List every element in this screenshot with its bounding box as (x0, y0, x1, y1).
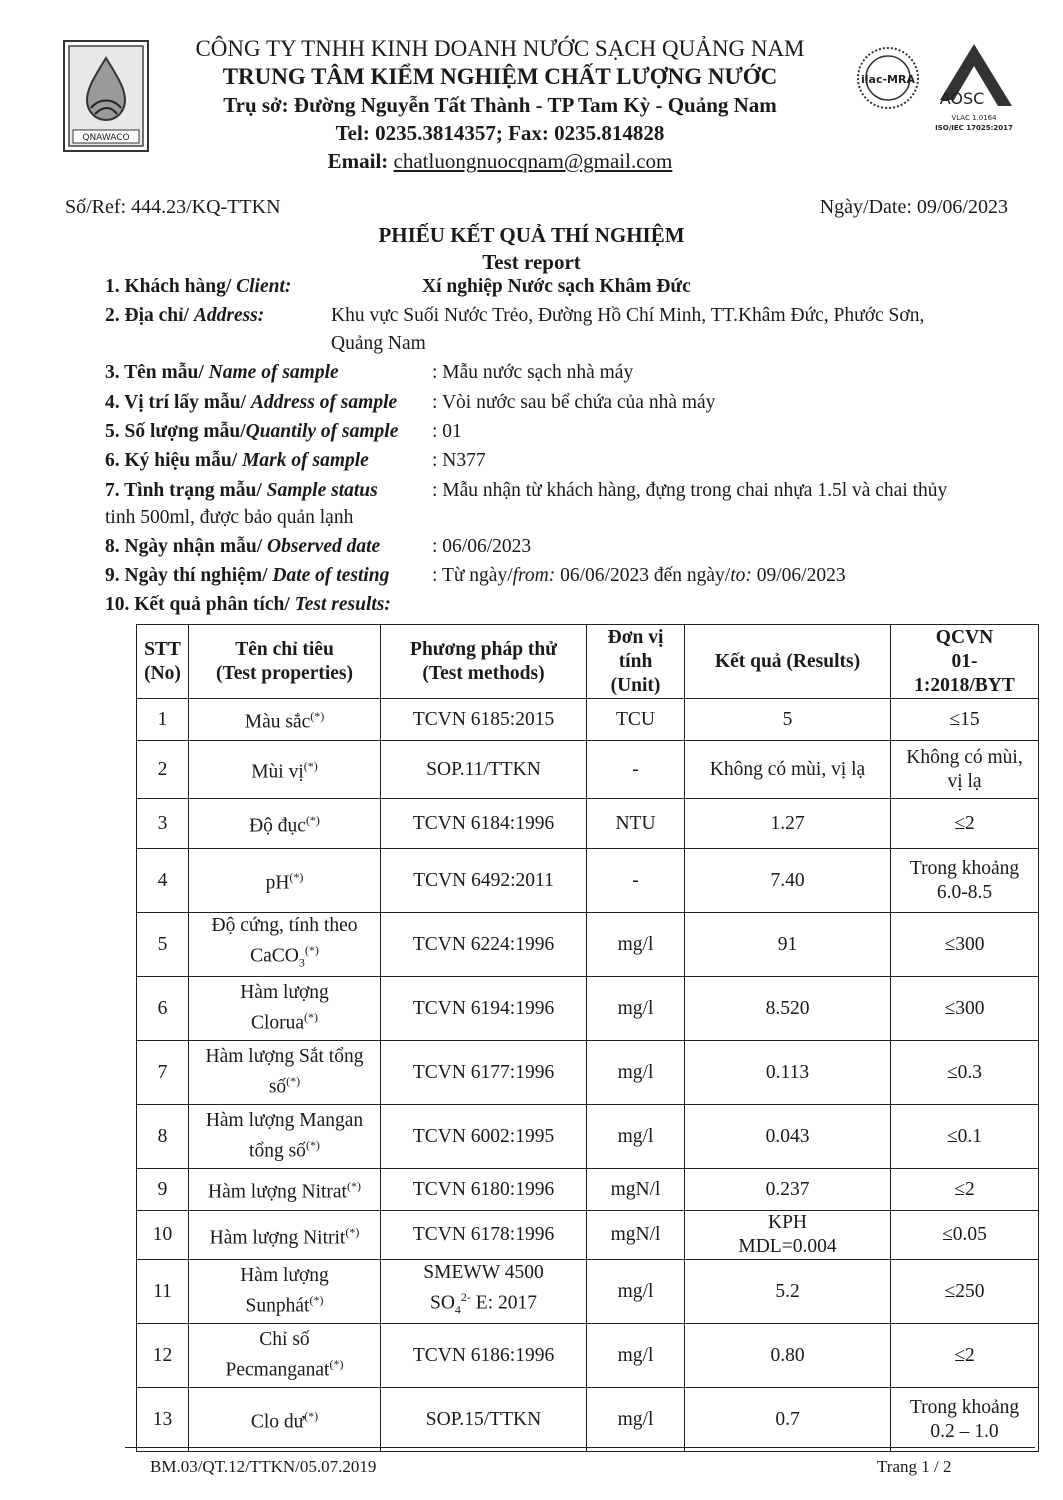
cell-standard: ≤0.3 (891, 1041, 1039, 1105)
address-line1: Khu vực Suối Nước Trẻo, Đường Hồ Chí Minh, TT.Khâm Đức, Phước Sơn, (331, 305, 925, 326)
observed-label: 8. Ngày nhận mẫu/ (105, 536, 267, 557)
cell-no: 8 (137, 1105, 189, 1169)
cell-unit: - (587, 849, 685, 913)
results-label-en: Test results: (294, 594, 391, 615)
status-line2: tinh 500ml, được bảo quản lạnh (105, 507, 354, 528)
aosc-accreditation (932, 40, 1017, 135)
mark-value: : N377 (432, 450, 486, 471)
table-row (137, 977, 1039, 1041)
cell-unit: mg/l (587, 1388, 685, 1452)
cell-method: TCVN 6178:1996 (381, 1211, 587, 1260)
cell-result: 5.2 (685, 1260, 891, 1324)
table-row (137, 741, 1039, 799)
cell-standard: Không có mùi, vị lạ (891, 741, 1039, 799)
mark-label: 6. Ký hiệu mẫu/ (105, 450, 243, 471)
cell-unit: mg/l (587, 1041, 685, 1105)
cell-unit: - (587, 741, 685, 799)
cell-no: 11 (137, 1260, 189, 1324)
cell-unit: TCU (587, 699, 685, 741)
cell-result: 0.80 (685, 1324, 891, 1388)
quantity-value: : 01 (432, 421, 462, 442)
company-logo (63, 40, 149, 152)
cell-result: 0.237 (685, 1169, 891, 1211)
status-label-en: Sample status (266, 480, 378, 501)
testing-value: : Từ ngày/from: 06/06/2023 đến ngày/to: 09/06/2023 (432, 565, 846, 586)
observed-label-en: Observed date (267, 536, 381, 557)
aosc-iso: ISO/IEC 17025:2017 (935, 124, 1013, 132)
cell-method: TCVN 6194:1996 (381, 977, 587, 1041)
form-code: BM.03/QT.12/TTKN/05.07.2019 (150, 1457, 377, 1476)
address-line2: Quảng Nam (331, 333, 426, 354)
table-row (137, 1324, 1039, 1388)
col-results: Kết quả (Results) (685, 625, 891, 699)
cell-method: TCVN 6224:1996 (381, 913, 587, 977)
observed-value: : 06/06/2023 (432, 536, 532, 557)
cell-property: pH(*) (189, 849, 381, 913)
cell-no: 13 (137, 1388, 189, 1452)
cell-property: Clo dư(*) (189, 1388, 381, 1452)
sample-label: 3. Tên mẫu/ (105, 362, 209, 383)
info-quantity (105, 421, 462, 443)
email-label: Email: (327, 149, 394, 173)
col-methods: Phương pháp thử (Test methods) (381, 625, 587, 699)
table-row (137, 1388, 1039, 1452)
cell-method: TCVN 6177:1996 (381, 1041, 587, 1105)
aosc-code: VLAC 1.0164 (951, 114, 997, 122)
cell-no: 9 (137, 1169, 189, 1211)
col-standard: QCVN 01- 1:2018/BYT (891, 625, 1039, 699)
cell-no: 2 (137, 741, 189, 799)
company-name: CÔNG TY TNHH KINH DOANH NƯỚC SẠCH QUẢNG NAM (195, 36, 805, 61)
client-label: 1. Khách hàng/ (105, 276, 237, 297)
cell-property: Hàm lượng Nitrat(*) (189, 1169, 381, 1211)
cell-result: 0.043 (685, 1105, 891, 1169)
cell-standard: ≤2 (891, 799, 1039, 849)
cell-unit: mg/l (587, 1260, 685, 1324)
cell-property: Màu sắc(*) (189, 699, 381, 741)
cell-unit: mgN/l (587, 1169, 685, 1211)
info-sample (105, 362, 634, 384)
table-row (137, 913, 1039, 977)
logo-text: QNAWACO (82, 133, 130, 143)
cell-property: Hàm lượng Sắt tổng số(*) (189, 1041, 381, 1105)
cell-property: Hàm lượng Sunphát(*) (189, 1260, 381, 1324)
col-unit: Đơn vị tính (Unit) (587, 625, 685, 699)
status-label: 7. Tình trạng mẫu/ (105, 480, 267, 501)
cell-standard: ≤2 (891, 1324, 1039, 1388)
cell-standard: ≤15 (891, 699, 1039, 741)
cell-standard: ≤0.05 (891, 1211, 1039, 1260)
info-mark (105, 450, 486, 472)
cell-result: Không có mùi, vị lạ (685, 741, 891, 799)
info-address (105, 305, 925, 327)
client-label-en: Client: (236, 276, 292, 297)
info-testing (105, 565, 846, 587)
cell-method: TCVN 6185:2015 (381, 699, 587, 741)
info-client (105, 276, 691, 298)
cell-standard: ≤300 (891, 913, 1039, 977)
cell-result: 0.7 (685, 1388, 891, 1452)
table-row (137, 1260, 1039, 1324)
cell-result: 0.113 (685, 1041, 891, 1105)
results-label: 10. Kết quả phân tích/ (105, 594, 295, 615)
cell-standard: ≤250 (891, 1260, 1039, 1324)
cell-standard: Trong khoảng 6.0-8.5 (891, 849, 1039, 913)
table-row (137, 799, 1039, 849)
cell-no: 6 (137, 977, 189, 1041)
col-properties: Tên chỉ tiêu (Test properties) (189, 625, 381, 699)
table-row (137, 699, 1039, 741)
info-status (105, 480, 948, 502)
report-date: Ngày/Date: 09/06/2023 (819, 196, 1008, 218)
cell-no: 12 (137, 1324, 189, 1388)
status-line1: : Mẫu nhận từ khách hàng, đựng trong chai nhựa 1.5l và chai thủy (432, 480, 948, 501)
cell-result: 91 (685, 913, 891, 977)
cell-result: 1.27 (685, 799, 891, 849)
table-row (137, 1105, 1039, 1169)
company-address: Trụ sở: Đường Nguyễn Tất Thành - TP Tam Kỳ - Quảng Nam (223, 93, 777, 117)
results-table (136, 624, 1039, 1452)
table-row (137, 1041, 1039, 1105)
sample-label-en: Name of sample (208, 362, 339, 383)
cell-standard: ≤2 (891, 1169, 1039, 1211)
cell-method: TCVN 6184:1996 (381, 799, 587, 849)
report-title-block (0, 222, 1063, 276)
company-email-line (150, 147, 850, 175)
cell-method: SMEWW 4500 $SO_4^{2-}$ E: 2017 (381, 1260, 587, 1324)
col-no: STT (No) (137, 625, 189, 699)
cell-standard: ≤0.1 (891, 1105, 1039, 1169)
email-link[interactable]: chatluongnuocqnam@gmail.com (393, 149, 673, 173)
cell-unit: NTU (587, 799, 685, 849)
table-header-row (137, 625, 1039, 699)
cell-unit: mg/l (587, 1324, 685, 1388)
report-title: PHIẾU KẾT QUẢ THÍ NGHIỆM (378, 223, 685, 247)
cell-result: KPH MDL=0.004 (685, 1211, 891, 1260)
cell-method: TCVN 6002:1995 (381, 1105, 587, 1169)
table-row (137, 849, 1039, 913)
quantity-label-en: Quantily of sample (245, 421, 399, 442)
cell-unit: mg/l (587, 913, 685, 977)
cell-standard: ≤300 (891, 977, 1039, 1041)
cell-property: Hàm lượng Clorua(*) (189, 977, 381, 1041)
testing-label-en: Date of testing (272, 565, 390, 586)
seal-text: ilac-MRA (861, 73, 915, 86)
reference-number: Số/Ref: 444.23/KQ-TTKN (65, 196, 281, 218)
cell-result: 8.520 (685, 977, 891, 1041)
cell-no: 3 (137, 799, 189, 849)
ilac-mra-seal (855, 45, 921, 111)
sample-value: : Mẫu nước sạch nhà máy (432, 362, 634, 383)
cell-unit: mg/l (587, 977, 685, 1041)
cell-method: TCVN 6186:1996 (381, 1324, 587, 1388)
cell-no: 7 (137, 1041, 189, 1105)
cell-unit: mgN/l (587, 1211, 685, 1260)
letterhead (150, 35, 850, 175)
cell-method: SOP.15/TTKN (381, 1388, 587, 1452)
cell-result: 5 (685, 699, 891, 741)
cell-no: 4 (137, 849, 189, 913)
info-observed (105, 536, 532, 558)
cell-method: TCVN 6180:1996 (381, 1169, 587, 1211)
info-results (105, 594, 391, 616)
cell-property: Mùi vị(*) (189, 741, 381, 799)
quantity-label: 5. Số lượng mẫu/ (105, 421, 246, 442)
cell-property: Độ cứng, tính theo CaCO$_3$(*) (189, 913, 381, 977)
table-row (137, 1211, 1039, 1260)
company-phone: Tel: 0235.3814357; Fax: 0235.814828 (335, 121, 665, 145)
client-value: Xí nghiệp Nước sạch Khâm Đức (422, 276, 691, 297)
testing-label: 9. Ngày thí nghiệm/ (105, 565, 273, 586)
location-label: 4. Vị trí lấy mẫu/ (105, 392, 251, 413)
cell-standard: Trong khoảng 0.2 – 1.0 (891, 1388, 1039, 1452)
address-label-en: Address: (193, 305, 265, 326)
aosc-text: AOSC (939, 89, 985, 108)
water-drop-logo-icon (65, 42, 147, 150)
cell-unit: mg/l (587, 1105, 685, 1169)
info-location (105, 392, 716, 414)
cell-property: Hàm lượng Nitrit(*) (189, 1211, 381, 1260)
location-label-en: Address of sample (250, 392, 398, 413)
report-subtitle: Test report (482, 250, 581, 274)
cell-no: 5 (137, 913, 189, 977)
ilac-mra-icon (855, 45, 921, 111)
center-name: TRUNG TÂM KIỂM NGHIỆM CHẤT LƯỢNG NƯỚC (222, 64, 778, 89)
cell-method: TCVN 6492:2011 (381, 849, 587, 913)
location-value: : Vòi nước sau bể chứa của nhà máy (432, 392, 716, 413)
cell-result: 7.40 (685, 849, 891, 913)
table-row (137, 1169, 1039, 1211)
cell-property: Độ đục(*) (189, 799, 381, 849)
cell-no: 10 (137, 1211, 189, 1260)
cell-property: Chỉ số Pecmanganat(*) (189, 1324, 381, 1388)
cell-method: SOP.11/TTKN (381, 741, 587, 799)
cell-property: Hàm lượng Mangan tổng số(*) (189, 1105, 381, 1169)
cell-no: 1 (137, 699, 189, 741)
footer-divider (125, 1447, 1035, 1448)
page-number: Trang 1 / 2 (877, 1457, 952, 1476)
address-label: 2. Địa chỉ/ (105, 305, 194, 326)
mark-label-en: Mark of sample (242, 450, 369, 471)
aosc-triangle-icon (932, 40, 1017, 135)
